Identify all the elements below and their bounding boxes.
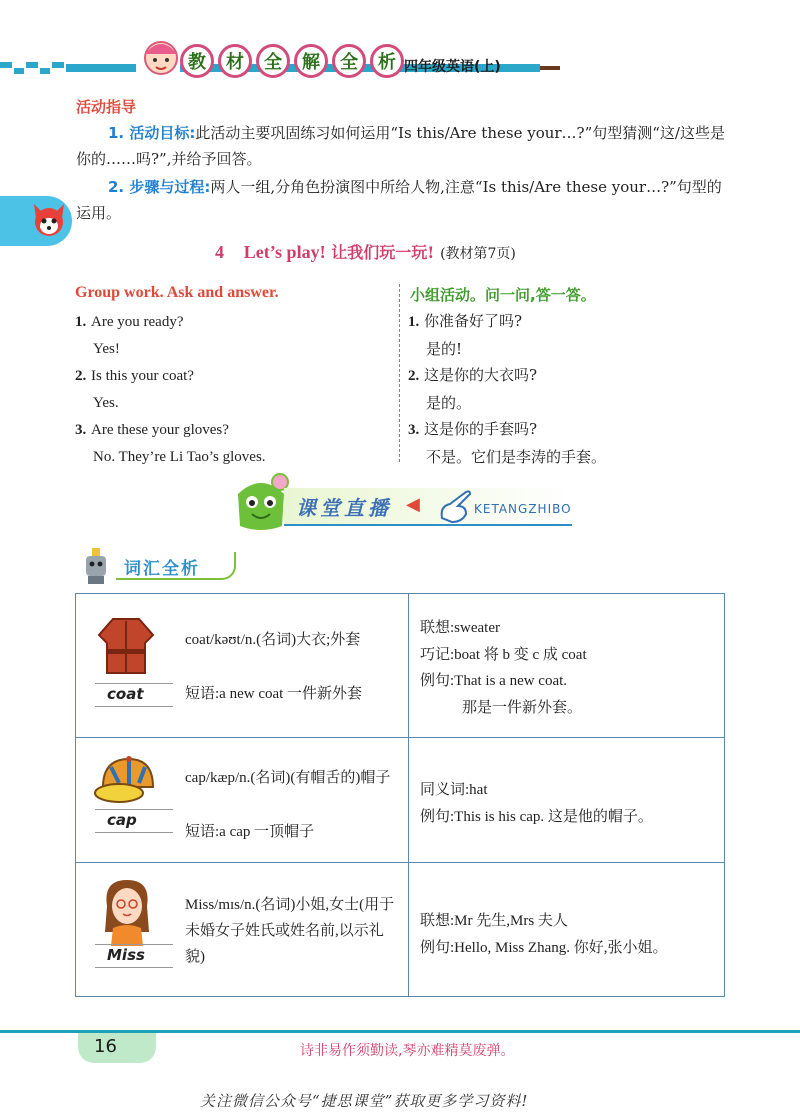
vocab-memory-tip: 巧记:boat 将 b 变 c 成 coat: [420, 646, 587, 663]
vocab-example: 例句:Hello, Miss Zhang. 你好,张小姐。: [420, 939, 668, 956]
vocab-heading: 词汇全析: [124, 559, 200, 579]
vocab-example: 例句:This is his cap. 这是他的帽子。: [420, 808, 653, 825]
table-row: [76, 594, 725, 738]
section-title: [215, 240, 615, 263]
activity-heading: 活动指导: [76, 98, 137, 116]
dialog-line: Yes.: [93, 394, 119, 411]
word-card: [95, 683, 173, 707]
dialog-line: No. They’re Li Tao’s gloves.: [93, 448, 266, 465]
vocab-table: [75, 593, 725, 997]
grade-label: 四年级英语(上): [404, 59, 501, 75]
book-title-char: 材: [218, 44, 252, 78]
dialog-line: 3. Are these your gloves?: [75, 422, 229, 438]
page-number: 16: [94, 1036, 117, 1057]
watermark-text: 关注微信公众号“捷思课堂”获取更多学习资料!: [200, 1092, 529, 1110]
green-mascot-icon: [230, 472, 292, 534]
dialog-line: 不是。它们是李涛的手套。: [426, 447, 607, 466]
word-card: [95, 809, 173, 833]
goal-text: 此活动主要巩固练习如何运用“Is this/Are these your…?”句型猜测“这/这些是你的……吗?”,并给予回答。: [76, 124, 725, 168]
section-title-cn: 让我们玩一玩!: [331, 243, 435, 262]
vocab-association: 联想:Mr 先生,Mrs 夫人: [420, 913, 568, 929]
vocab-example-translation: 那是一件新外套。: [462, 699, 583, 716]
steps-text: 两人一组,分角色扮演图中所给人物,注意“Is this/Are these your…?”句型的运用。: [76, 178, 722, 222]
banner-pinyin: KETANGZHIBO: [474, 502, 572, 516]
vocab-definition: coat/kəʊt/n.(名词)大衣;外套: [185, 632, 361, 648]
dialog-line: 2. Is this your coat?: [75, 368, 194, 384]
book-title-char: 析: [370, 44, 404, 78]
dialog-heading-cn: 小组活动。问一问,答一答。: [410, 286, 596, 304]
vocab-phrase: 短语:a cap 一顶帽子: [185, 824, 315, 840]
dialog-line: Yes!: [93, 340, 120, 357]
vocab-definition: cap/kæp/n.(名词)(有帽舌的)帽子: [185, 770, 391, 786]
book-title: [180, 44, 404, 78]
pointing-hand-icon: [436, 484, 476, 524]
vocab-synonym: 同义词:hat: [420, 782, 488, 798]
activity-steps: [76, 174, 726, 226]
word-card-label: coat: [107, 685, 144, 703]
dialog-heading-en: Group work. Ask and answer.: [75, 284, 279, 301]
miss-picture-icon: [97, 876, 157, 946]
dialog-line: 2. 这是你的大衣吗?: [408, 366, 538, 384]
vocab-heading-box: [116, 552, 236, 580]
mascot-girl-icon: [136, 34, 186, 84]
vocab-definition: Miss/mɪs/n.(名词)小姐,女士(用于未婚女子姓氏或姓名前,以示礼貌): [185, 897, 395, 965]
coat-picture-icon: [95, 615, 157, 677]
book-title-char: 教: [180, 44, 214, 78]
section-number: 4: [215, 242, 224, 262]
banner-title: 课堂直播: [296, 496, 392, 520]
vocab-phrase: 短语:a new coat 一件新外套: [185, 686, 363, 702]
word-card-label: Miss: [107, 946, 145, 964]
vocab-example: 例句:That is a new coat.: [420, 673, 568, 689]
word-card: [95, 944, 173, 968]
dialog-cn: [408, 308, 728, 470]
footer-motto: 诗非易作须勤读,琴亦难精莫废弹。: [300, 1043, 515, 1059]
column-divider: [399, 284, 400, 462]
dialog-line: 1. 你准备好了吗?: [408, 312, 523, 330]
activity-goal: [76, 120, 726, 172]
goal-label: 1. 活动目标:: [108, 124, 196, 142]
table-row: [76, 863, 725, 997]
dialog-en: [75, 308, 395, 470]
banner: [284, 488, 572, 526]
book-title-char: 全: [256, 44, 290, 78]
dialog-line: 1. Are you ready?: [75, 314, 184, 330]
book-title-char: 解: [294, 44, 328, 78]
robot-mascot-icon: [76, 546, 116, 586]
fox-mascot-icon: [30, 200, 68, 242]
dialog-line: 是的!: [426, 339, 463, 358]
section-title-en: Let’s play!: [243, 242, 326, 262]
banner-arrow-icon: ◀: [406, 494, 420, 515]
vocab-association: 联想:sweater: [420, 620, 500, 636]
table-row: [76, 738, 725, 863]
steps-label: 2. 步骤与过程:: [108, 178, 211, 196]
dialog-line: 3. 这是你的手套吗?: [408, 420, 538, 438]
dialog-line: 是的。: [426, 393, 472, 412]
word-card-label: cap: [107, 811, 137, 829]
section-ref: (教材第7页): [440, 246, 516, 262]
cap-picture-icon: [93, 753, 163, 809]
page-number-tab: [78, 1033, 156, 1063]
book-title-char: 全: [332, 44, 366, 78]
